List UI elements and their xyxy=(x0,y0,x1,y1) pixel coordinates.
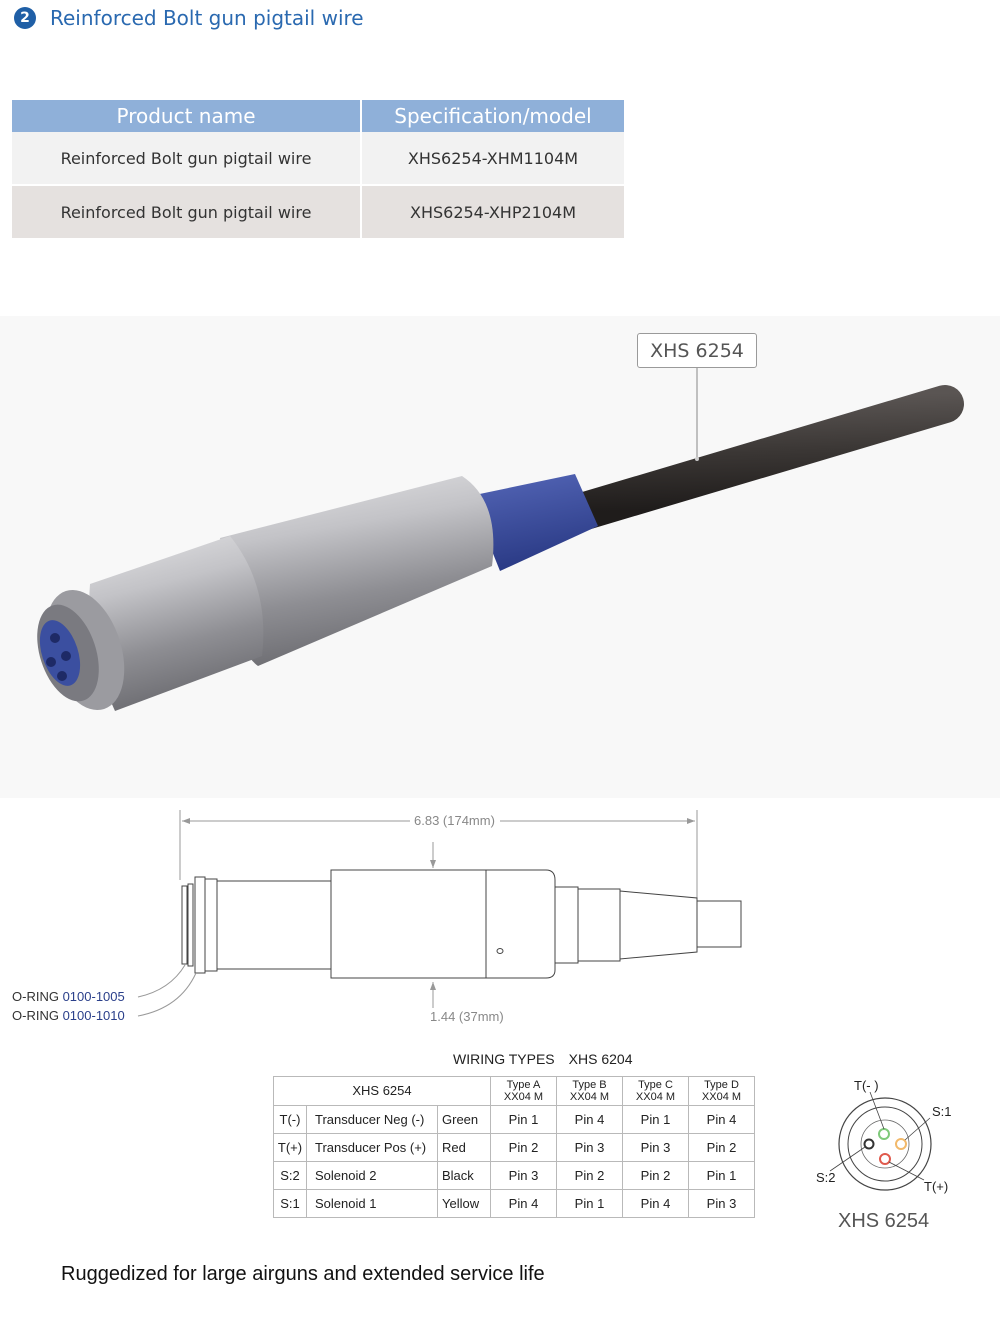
cable xyxy=(585,404,945,511)
oring-label: O-RING 0100-1005 xyxy=(12,989,125,1004)
model-callout: XHS 6254 xyxy=(637,333,757,368)
pin-green xyxy=(879,1129,889,1139)
wiring-header-row xyxy=(274,1077,755,1106)
pin-label-t-pos: T(+) xyxy=(924,1179,949,1194)
type-header: Type C XX04 M xyxy=(623,1077,689,1106)
table-row xyxy=(12,132,624,185)
section-title: Reinforced Bolt gun pigtail wire xyxy=(50,6,364,30)
technical-drawing xyxy=(0,800,1000,1045)
pin-red xyxy=(880,1154,890,1164)
model-cell: XHS6254-XHM1104M xyxy=(361,132,624,185)
wiring-table-label: XHS 6254 xyxy=(274,1077,491,1106)
pin-black xyxy=(865,1140,874,1149)
diameter-dimension: 1.44 (37mm) xyxy=(430,1009,504,1024)
pin-label-s1: S:1 xyxy=(932,1104,952,1119)
pin-diagram-caption: XHS 6254 xyxy=(838,1210,930,1232)
table-row: T(+) Transducer Pos (+) Red Pin 2 Pin 3 Pin 3 Pin 2 xyxy=(274,1134,755,1162)
length-dimension: 6.83 (174mm) xyxy=(414,813,495,828)
type-header: Type A XX04 M xyxy=(491,1077,557,1106)
product-table-header-row xyxy=(12,100,624,132)
section-number-badge: 2 xyxy=(14,7,36,29)
header-specification: Specification/model xyxy=(361,100,624,132)
pin-diagram xyxy=(812,1076,972,1206)
product-table xyxy=(12,100,624,238)
table-row: T(-) Transducer Neg (-) Green Pin 1 Pin 4 Pin 1 Pin 4 xyxy=(274,1106,755,1134)
type-header: Type D XX04 M xyxy=(689,1077,755,1106)
pin-label-t-neg: T(- ) xyxy=(854,1078,879,1093)
header-product-name: Product name xyxy=(12,100,361,132)
product-image xyxy=(0,316,1000,798)
wiring-table xyxy=(273,1076,755,1218)
connector-render xyxy=(0,316,1000,798)
product-name-cell: Reinforced Bolt gun pigtail wire xyxy=(12,132,361,185)
wiring-title: WIRING TYPES XHS 6204 xyxy=(453,1051,633,1067)
table-row: S:1 Solenoid 1 Yellow Pin 4 Pin 1 Pin 4 Pin 3 xyxy=(274,1190,755,1218)
pin-label-s2: S:2 xyxy=(816,1170,836,1185)
table-row xyxy=(12,185,624,238)
tagline: Ruggedized for large airguns and extended service life xyxy=(61,1263,545,1285)
model-cell: XHS6254-XHP2104M xyxy=(361,185,624,238)
table-row: S:2 Solenoid 2 Black Pin 3 Pin 2 Pin 2 Pin 1 xyxy=(274,1162,755,1190)
pin-orange xyxy=(896,1139,906,1149)
oring-label: O-RING 0100-1010 xyxy=(12,1008,125,1023)
product-name-cell: Reinforced Bolt gun pigtail wire xyxy=(12,185,361,238)
type-header: Type B XX04 M xyxy=(557,1077,623,1106)
section-header xyxy=(14,4,364,32)
